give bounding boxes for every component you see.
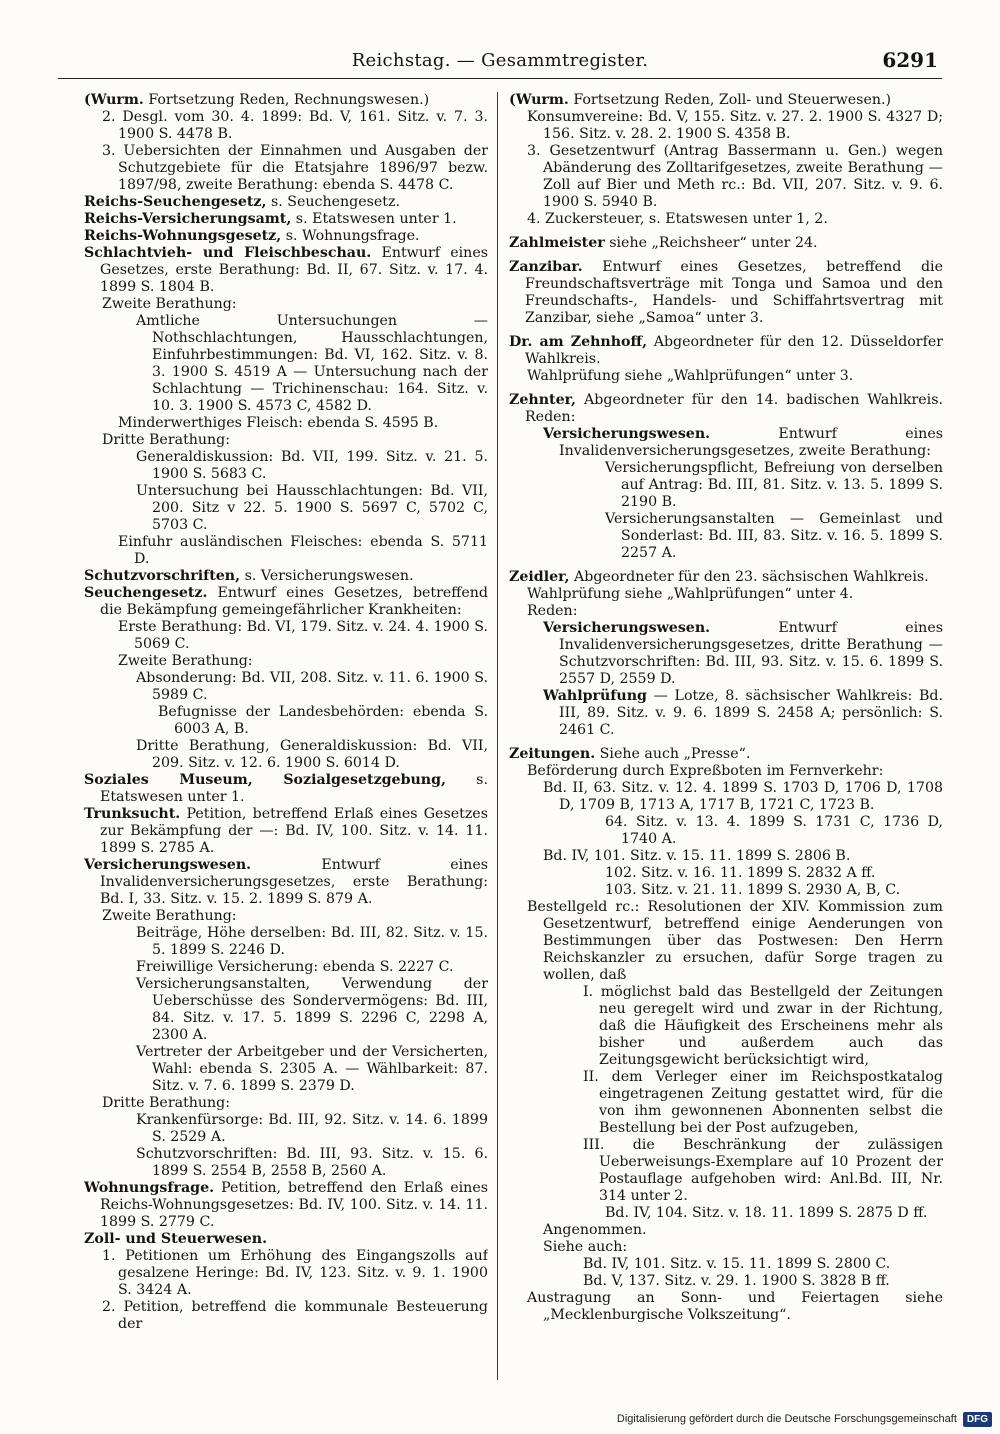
column-divider [497, 92, 498, 1380]
index-entry [509, 1205, 943, 1222]
entry-text: Vertreter der Arbeitgeber und der Versicherten, Wahl: ebenda S. 2305 A. — Wählbarkeit: 87. Sitz. v. 7. 6. 1899 S. 2379 D. [136, 1044, 488, 1094]
footer [617, 1408, 992, 1430]
entry-keyword: Zeidler, [509, 569, 570, 585]
entry-spacer [509, 327, 943, 334]
index-entry [84, 619, 488, 653]
index-entry [84, 194, 488, 211]
index-entry [509, 865, 943, 882]
index-entry [84, 92, 488, 109]
index-entry [84, 415, 488, 432]
entry-text: Versicherungspflicht, Befreiung von derselben auf Antrag: Bd. III, 81. Sitz. v. 13. 5. 1899 S. 2190 B. [605, 460, 943, 510]
entry-text: Bd. IV, 101. Sitz. v. 15. 11. 1899 S. 2800 C. [583, 1256, 891, 1272]
index-entry [84, 704, 488, 738]
entry-keyword: Zeitungen. [509, 746, 596, 762]
entry-spacer [509, 562, 943, 569]
entry-keyword: Dr. am Zehnhoff, [509, 334, 648, 350]
entry-text: Untersuchung bei Hausschlachtungen: Bd. VII, 200. Sitz v 22. 5. 1900 S. 5697 C, 5702 C, 5703 C. [136, 483, 488, 533]
right-column [509, 92, 943, 1382]
entry-text: Beförderung durch Expreßboten im Fernverkehr: [527, 763, 884, 779]
index-entry [509, 569, 943, 586]
index-entry [509, 1222, 943, 1239]
index-entry [509, 1239, 943, 1256]
index-entry [84, 738, 488, 772]
entry-keyword: Wahlprüfung [543, 688, 647, 704]
index-entry [84, 1180, 488, 1231]
entry-keyword: Versicherungswesen. [84, 857, 252, 873]
index-entry [84, 857, 488, 908]
index-entry [509, 109, 943, 143]
index-entry [509, 392, 943, 426]
index-entry [509, 1069, 943, 1137]
index-entry [84, 143, 488, 194]
entry-text: Reden: [527, 603, 578, 619]
entry-keyword: Reichs-Versicherungsamt, [84, 211, 292, 227]
index-entry [509, 334, 943, 368]
index-entry [509, 235, 943, 252]
index-entry [509, 984, 943, 1069]
index-entry [84, 534, 488, 568]
entry-text: Bd. V, 137. Sitz. v. 29. 1. 1900 S. 3828 B ff. [583, 1273, 890, 1289]
entry-text: Minderwerthiges Fleisch: ebenda S. 4595 B. [118, 415, 439, 431]
index-entry [509, 848, 943, 865]
entry-text: siehe „Reichsheer“ unter 24. [604, 235, 818, 251]
index-entry [509, 92, 943, 109]
entry-text: Abgeordneter für den 23. sächsischen Wahlkreis. [569, 569, 929, 585]
entry-text: Bestellgeld rc.: Resolutionen der XIV. Kommission zum Gesetzentwurf, betreffend einige Aenderungen von Bestimmungen über das Postwesen: Den Herrn Reichskanzler zu ersuchen, dafür Sorge tragen zu wollen, daß [527, 899, 943, 983]
entry-text: s. Versicherungswesen. [240, 568, 414, 584]
entry-keyword: Versicherungswesen. [543, 620, 711, 636]
index-entry [84, 109, 488, 143]
entry-text: Entwurf eines Gesetzes, betreffend die Freundschaftsverträge mit Tonga und Samoa und den Freundschafts-, Handels- und Schiffahrtsvertrag mit Zanzibar, siehe „Samoa“ unter 3. [525, 259, 943, 326]
entry-spacer [509, 385, 943, 392]
index-entry [509, 899, 943, 984]
entry-spacer [509, 739, 943, 746]
index-entry [84, 568, 488, 585]
header-rule [58, 78, 942, 79]
index-entry [509, 460, 943, 511]
entry-spacer [509, 252, 943, 259]
index-entry [84, 245, 488, 296]
entry-keyword: Zanzibar. [509, 259, 583, 275]
entry-text: Abgeordneter für den 14. badischen Wahlkreis. Reden: [525, 392, 943, 425]
index-entry [84, 653, 488, 670]
entry-text: Dritte Berathung: [102, 432, 231, 448]
entry-text: Erste Berathung: Bd. VI, 179. Sitz. v. 24. 4. 1900 S. 5069 C. [118, 619, 488, 652]
index-entry [84, 585, 488, 619]
entry-text: Bd. IV, 104. Sitz. v. 18. 11. 1899 S. 2875 D ff. [605, 1205, 928, 1221]
entry-keyword: Zoll- und Steuerwesen. [84, 1231, 268, 1247]
entry-text: Beiträge, Höhe derselben: Bd. III, 82. Sitz. v. 15. 5. 1899 S. 2246 D. [136, 925, 488, 958]
index-entry [84, 432, 488, 449]
entry-text: s. Wohnungsfrage. [281, 228, 420, 244]
entry-text: Entwurf eines Invalidenversicherungsgesetzes, dritte Berathung — Schutzvorschriften: Bd. III, 93. Sitz. v. 15. 6. 1899 S. 2557 D, 2559 D. [559, 620, 943, 687]
entry-text: s. Etatswesen unter 1. [100, 772, 488, 805]
entry-text: Bd. IV, 101. Sitz. v. 15. 11. 1899 S. 2806 B. [543, 848, 851, 864]
entry-text: s. Seuchengesetz. [266, 194, 400, 210]
index-entry [84, 976, 488, 1044]
index-entry [509, 426, 943, 460]
entry-keyword: Seuchengesetz. [84, 585, 208, 601]
index-entry [84, 1299, 488, 1333]
index-entry [84, 483, 488, 534]
entry-text: Absonderung: Bd. VII, 208. Sitz. v. 11. 6. 1900 S. 5989 C. [136, 670, 488, 703]
index-entry [509, 368, 943, 385]
page-header [0, 0, 1000, 95]
entry-text: Petition, betreffend Erlaß eines Gesetzes zur Bekämpfung der —: Bd. IV, 100. Sitz. v. 14. 11. 1899 S. 2785 A. [100, 806, 488, 856]
entry-text: Einfuhr ausländischen Fleisches: ebenda S. 5711 D. [118, 534, 488, 567]
entry-text: Zweite Berathung: [118, 653, 253, 669]
entry-keyword: Zehnter, [509, 392, 576, 408]
left-column [84, 92, 488, 1382]
entry-keyword: Schlachtvieh- und Fleischbeschau. [84, 245, 372, 261]
entry-text: Schutzvorschriften: Bd. III, 93. Sitz. v. 15. 6. 1899 S. 2554 B, 2558 B, 2560 A. [136, 1146, 488, 1179]
index-entry [84, 806, 488, 857]
entry-text: Entwurf eines Invalidenversicherungsgesetzes, zweite Berathung: [559, 426, 943, 459]
entry-text: I. möglichst bald das Bestellgeld der Zeitungen neu geregelt wird und zwar in der Richtung, daß die Häufigkeit des Erscheinens mehr als bisher und außerdem auch das Zeitungsgewicht berücksichtigt wird, [583, 984, 943, 1068]
entry-text: Generaldiskussion: Bd. VII, 199. Sitz. v. 21. 5. 1900 S. 5683 C. [136, 449, 488, 482]
index-entry [84, 313, 488, 415]
entry-text: s. Etatswesen unter 1. [291, 211, 457, 227]
entry-text: 2. Desgl. vom 30. 4. 1899: Bd. V, 161. Sitz. v. 7. 3. 1900 S. 4478 B. [102, 109, 488, 142]
index-entry [84, 1112, 488, 1146]
entry-text: Entwurf eines Gesetzes, betreffend die Bekämpfung gemeingefährlicher Krankheiten: [100, 585, 488, 618]
index-entry [509, 814, 943, 848]
entry-keyword: Reichs-Seuchengesetz, [84, 194, 267, 210]
entry-text: 1. Petitionen um Erhöhung des Eingangszolls auf gesalzene Heringe: Bd. IV, 123. Sitz. v. 9. 1. 1900 S. 3424 A. [102, 1248, 488, 1298]
entry-keyword: Soziales Museum, Sozialgesetzgebung, [84, 772, 446, 788]
entry-text: Fortsetzung Reden, Rechnungswesen.) [143, 92, 430, 108]
index-entry [509, 1256, 943, 1273]
dfg-logo: DFG [963, 1412, 992, 1427]
entry-text: Zweite Berathung: [102, 296, 237, 312]
entry-text: 102. Sitz. v. 16. 11. 1899 S. 2832 A ff. [605, 865, 876, 881]
index-entry [509, 882, 943, 899]
entry-text: Entwurf eines Gesetzes, erste Berathung: Bd. II, 67. Sitz. v. 17. 4. 1899 S. 1804 B. [100, 245, 488, 295]
entry-keyword: Schutzvorschriften, [84, 568, 241, 584]
index-entry [84, 1231, 488, 1248]
entry-text: Dritte Berathung: [102, 1095, 231, 1111]
page-number: 6291 [882, 48, 938, 72]
index-entry [509, 603, 943, 620]
footer-credit: Digitalisierung gefördert durch die Deutsche Forschungsgemeinschaft [616, 1413, 957, 1425]
entry-text: Petition, betreffend den Erlaß eines Reichs-Wohnungsgesetzes: Bd. IV, 100. Sitz. v. 14. 11. 1899 S. 2779 C. [100, 1180, 488, 1230]
entry-keyword: Trunksucht. [84, 806, 181, 822]
entry-text: 4. Zuckersteuer, s. Etatswesen unter 1, 2. [527, 211, 828, 227]
entry-text: Angenommen. [543, 1222, 647, 1238]
index-entry [509, 211, 943, 228]
entry-text: Siehe auch: [543, 1239, 628, 1255]
entry-text: Abgeordneter für den 12. Düsseldorfer Wahlkreis. [525, 334, 943, 367]
index-entry [84, 925, 488, 959]
entry-spacer [509, 228, 943, 235]
index-entry [84, 959, 488, 976]
entry-text: II. dem Verleger einer im Reichspostkatalog eingetragenen Zeitung gestattet wird, für die von ihm gewonnenen Abonnenten selbst die Bestellung bei der Post aufzugeben, [583, 1069, 943, 1136]
index-entry [509, 143, 943, 211]
index-entry [509, 763, 943, 780]
index-entry [509, 511, 943, 562]
page-title: Reichstag. — Gesammtregister. [351, 50, 649, 71]
entry-text: Wahlprüfung siehe „Wahlprüfungen“ unter 4. [527, 586, 854, 602]
entry-keyword: (Wurm. [84, 92, 144, 108]
index-entry [84, 1044, 488, 1095]
entry-text: Fortsetzung Reden, Zoll- und Steuerwesen.) [568, 92, 892, 108]
entry-text: 3. Uebersichten der Einnahmen und Ausgaben der Schutzgebiete für die Etatsjahre 1896/97 bezw. 1897/98, zweite Berathung: ebenda S. 4478 C. [102, 143, 488, 193]
entry-text: 3. Gesetzentwurf (Antrag Bassermann u. Gen.) wegen Abänderung des Zolltarifgesetzes, zweite Berathung — Zoll auf Bier und Meth rc.: Bd. VII, 207. Sitz. v. 9. 6. 1900 S. 5940 B. [527, 143, 943, 210]
index-entry [84, 908, 488, 925]
entry-text: 2. Petition, betreffend die kommunale Besteuerung der [102, 1299, 488, 1332]
entry-text: Austragung an Sonn- und Feiertagen siehe „Mecklenburgische Volkszeitung“. [527, 1290, 943, 1323]
entry-text: Amtliche Untersuchungen — Nothschlachtungen, Hausschlachtungen, Einfuhrbestimmungen: Bd. VI, 162. Sitz. v. 8. 3. 1900 S. 4519 A — Untersuchung nach der Schlachtung — Trichinenschau: 164. Sitz. v. 10. 3. 1900 S. 4573 C, 4582 D. [136, 313, 488, 414]
entry-text: Befugnisse der Landesbehörden: ebenda S. 6003 A, B. [158, 704, 488, 737]
index-entry [509, 746, 943, 763]
index-entry [509, 1273, 943, 1290]
entry-text: — Lotze, 8. sächsischer Wahlkreis: Bd. III, 89. Sitz. v. 9. 6. 1899 S. 2458 A; persönlich: S. 2461 C. [559, 688, 943, 738]
index-entry [84, 1095, 488, 1112]
entry-text: Entwurf eines Invalidenversicherungsgesetzes, erste Berathung: Bd. I, 33. Sitz. v. 15. 2. 1899 S. 879 A. [100, 857, 488, 907]
index-entry [509, 586, 943, 603]
entry-text: Siehe auch „Presse“. [595, 746, 751, 762]
entry-text: Versicherungsanstalten — Gemeinlast und Sonderlast: Bd. III, 83. Sitz. v. 16. 5. 1899 S. 2257 A. [605, 511, 943, 561]
entry-text: Konsumvereine: Bd. V, 155. Sitz. v. 27. 2. 1900 S. 4327 D; 156. Sitz. v. 28. 2. 1900 S. 4358 B. [527, 109, 943, 142]
entry-text: 64. Sitz. v. 13. 4. 1899 S. 1731 C, 1736 D, 1740 A. [605, 814, 943, 847]
index-entry [84, 228, 488, 245]
entry-keyword: (Wurm. [509, 92, 569, 108]
entry-text: Freiwillige Versicherung: ebenda S. 2227 C. [136, 959, 454, 975]
index-entry [84, 670, 488, 704]
index-entry [509, 259, 943, 327]
index-entry [509, 1290, 943, 1324]
index-entry [509, 1137, 943, 1205]
entry-keyword: Wohnungsfrage. [84, 1180, 215, 1196]
entry-text: Krankenfürsorge: Bd. III, 92. Sitz. v. 14. 6. 1899 S. 2529 A. [136, 1112, 488, 1145]
index-entry [84, 211, 488, 228]
entry-keyword: Versicherungswesen. [543, 426, 711, 442]
entry-text: Dritte Berathung, Generaldiskussion: Bd. VII, 209. Sitz. v. 12. 6. 1900 S. 6014 D. [136, 738, 488, 771]
entry-keyword: Zahlmeister [509, 235, 605, 251]
index-entry [84, 1248, 488, 1299]
index-entry [84, 772, 488, 806]
entry-text: 103. Sitz. v. 21. 11. 1899 S. 2930 A, B, C. [605, 882, 901, 898]
entry-keyword: Reichs-Wohnungsgesetz, [84, 228, 282, 244]
entry-text: Bd. II, 63. Sitz. v. 12. 4. 1899 S. 1703 D, 1706 D, 1708 D, 1709 B, 1713 A, 1717 B, 1721 C, 1723 B. [543, 780, 943, 813]
index-entry [84, 1146, 488, 1180]
index-entry [509, 780, 943, 814]
entry-text: Zweite Berathung: [102, 908, 237, 924]
index-entry [509, 620, 943, 688]
index-entry [84, 449, 488, 483]
entry-text: Versicherungsanstalten, Verwendung der Ueberschüsse des Sondervermögens: Bd. III, 84. Sitz. v. 17. 5. 1899 S. 2296 C, 2298 A, 2300 A. [136, 976, 488, 1043]
entry-text: Wahlprüfung siehe „Wahlprüfungen“ unter 3. [527, 368, 854, 384]
index-entry [509, 688, 943, 739]
index-entry [84, 296, 488, 313]
entry-text: III. die Beschränkung der zulässigen Ueberweisungs-Exemplare auf 10 Prozent der Postauflage aufgehoben wird: Anl.Bd. III, Nr. 314 unter 2. [583, 1137, 943, 1204]
